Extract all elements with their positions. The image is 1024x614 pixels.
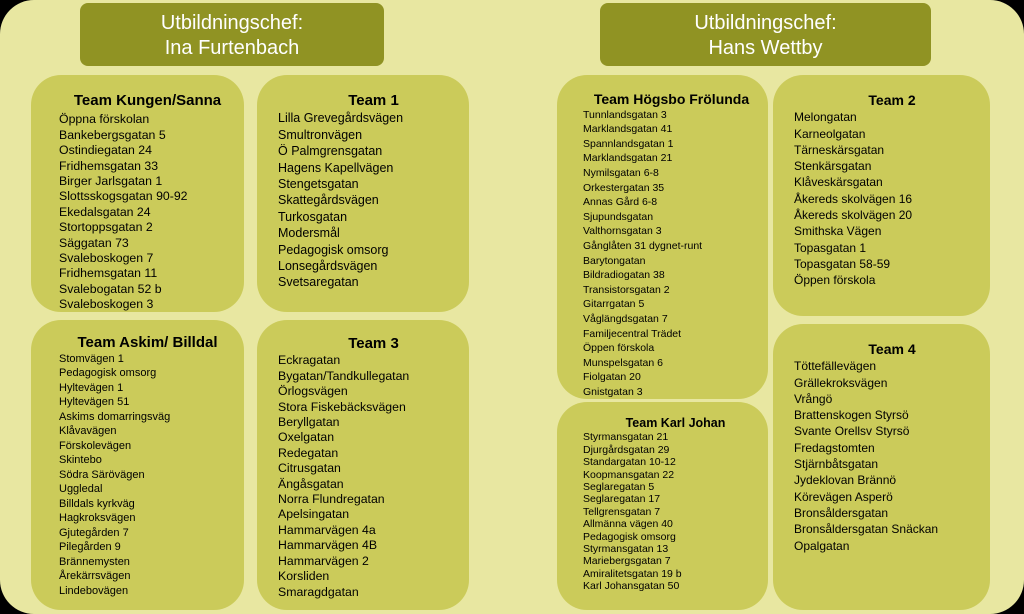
address-item: Gånglåten 31 dygnet-runt <box>583 239 703 252</box>
address-item: Stengetsgatan <box>278 177 359 192</box>
chef-header-left <box>80 3 384 66</box>
address-item: Modersmål <box>278 226 340 241</box>
address-item: Bronsåldersgatan <box>794 505 889 520</box>
address-item: Mariebergsgatan 7 <box>583 555 671 568</box>
team-title: Team Askim/ Billdal <box>77 334 218 351</box>
address-item: Barytongatan <box>583 254 646 267</box>
address-item: Topasgatan 58-59 <box>794 256 891 271</box>
address-item: Eckragatan <box>278 353 341 368</box>
team-title: Team 1 <box>348 92 399 109</box>
team-box <box>257 320 469 610</box>
chef-title: Utbildningschef: <box>694 12 837 34</box>
address-item: Korsliden <box>278 569 330 584</box>
address-item: Seglaregatan 5 <box>583 481 655 494</box>
address-item: Redegatan <box>278 445 339 460</box>
address-item: Stenkärsgatan <box>794 159 872 174</box>
address-list <box>278 110 469 290</box>
address-item: Stortoppsgatan 2 <box>59 220 153 235</box>
address-item: Marklandsgatan 41 <box>583 123 673 136</box>
address-item: Gitarrgatan 5 <box>583 298 645 311</box>
address-item: Pedagogisk omsorg <box>583 530 676 543</box>
address-item: Svante Orellsv Styrsö <box>794 424 910 439</box>
address-item: Munspelsgatan 6 <box>583 356 663 369</box>
address-item: Klåveskärsgatan <box>794 175 883 190</box>
address-item: Fridhemsgatan 33 <box>59 158 159 173</box>
team-box <box>557 75 768 399</box>
address-item: Birger Jarlsgatan 1 <box>59 174 163 189</box>
address-list <box>278 353 469 600</box>
address-item: Ostindiegatan 24 <box>59 143 152 158</box>
address-item: Stjärnbåtsgatan <box>794 457 879 472</box>
address-item: Karl Johansgatan 50 <box>583 580 680 593</box>
address-item: Familjecentral Trädet <box>583 327 682 340</box>
address-item: Ängåsgatan <box>278 476 344 491</box>
team-title: Team 2 <box>868 92 916 108</box>
address-item: Örlogsvägen <box>278 384 348 399</box>
address-item: Vrångö <box>794 391 833 406</box>
address-item: Apelsingatan <box>278 507 350 522</box>
address-item: Fredagstomten <box>794 440 875 455</box>
address-item: Bildradiogatan 38 <box>583 269 665 282</box>
team-box <box>31 320 244 610</box>
address-item: Gnistgatan 3 <box>583 385 643 398</box>
address-item: Billdals kyrkväg <box>59 497 135 510</box>
address-item: Hagens Kapellvägen <box>278 160 394 175</box>
address-item: Våglängdsgatan 7 <box>583 312 668 325</box>
address-item: Tellgrensgatan 7 <box>583 505 661 518</box>
address-item: Skattegårdsvägen <box>278 193 379 208</box>
address-item: Fiolgatan 20 <box>583 371 641 384</box>
address-item: Åkereds skolvägen 20 <box>794 208 913 223</box>
team-box <box>773 75 990 316</box>
address-item: Bankebergsgatan 5 <box>59 127 166 142</box>
team-title: Team Karl Johan <box>625 416 726 430</box>
address-item: Bronsåldersgatan Snäckan <box>794 522 939 537</box>
address-item: Gjutegården 7 <box>59 526 129 539</box>
address-item: Pilegården 9 <box>59 541 121 553</box>
address-item: Södra Särövägen <box>59 468 145 481</box>
address-item: Lonsegårdsvägen <box>278 259 378 274</box>
address-list <box>59 112 244 312</box>
address-item: Slottsskogsgatan 90-92 <box>59 189 188 204</box>
team-box <box>773 324 990 610</box>
address-item: Hammarvägen 4B <box>278 538 378 553</box>
team-title: Team 3 <box>348 335 399 352</box>
address-item: Säggatan 73 <box>59 235 129 250</box>
team-box <box>257 75 469 312</box>
address-item: Svalebogatan 52 b <box>59 281 162 296</box>
address-item: Stora Fiskebäcksvägen <box>278 399 406 414</box>
team-title: Team Kungen/Sanna <box>73 92 222 109</box>
address-item: Öppen förskola <box>794 273 876 288</box>
address-item: Lilla Grevegårdsvägen <box>278 111 404 126</box>
address-item: Skintebo <box>59 454 102 466</box>
address-item: Svaleboskogen 7 <box>59 251 154 266</box>
address-item: Karneolgatan <box>794 126 866 141</box>
team-box <box>557 402 768 610</box>
address-item: Djurgårdsgatan 29 <box>583 443 670 456</box>
address-item: Hyltevägen 1 <box>59 381 124 394</box>
address-item: Hagkroksvägen <box>59 512 136 524</box>
address-item: Ö Palmgrensgatan <box>278 144 383 159</box>
address-item: Orkestergatan 35 <box>583 181 665 194</box>
address-item: Uggledal <box>59 483 103 495</box>
address-item: Svaleboskogen 3 <box>59 297 154 312</box>
address-item: Spannlandsgatan 1 <box>583 137 674 150</box>
address-item: Styrmansgatan 13 <box>583 543 669 556</box>
chef-name: Ina Furtenbach <box>164 37 300 59</box>
address-list <box>583 108 768 400</box>
address-item: Förskolevägen <box>59 439 132 452</box>
address-list <box>59 352 244 599</box>
address-item: Smithska Vägen <box>794 224 882 239</box>
address-item: Standargatan 10-12 <box>583 456 676 469</box>
address-item: Årekärrsvägen <box>59 570 131 582</box>
address-list <box>794 109 990 288</box>
address-item: Fridhemsgatan 11 <box>59 266 158 281</box>
address-item: Lindebovägen <box>59 584 129 597</box>
address-item: Annas Gård 6-8 <box>583 196 658 209</box>
address-item: Marklandsgatan 21 <box>583 152 673 165</box>
address-item: Amiralitetsgatan 19 b <box>583 567 682 580</box>
chef-title: Utbildningschef: <box>160 12 304 34</box>
team-box <box>31 75 244 312</box>
team-title: Team Högsbo Frölunda <box>593 91 750 107</box>
address-item: Pedagogisk omsorg <box>59 367 157 379</box>
address-item: Allmänna vägen 40 <box>583 518 673 531</box>
chef-header-right <box>600 3 931 66</box>
address-item: Smultronvägen <box>278 127 363 142</box>
address-item: Hammarvägen 4a <box>278 522 376 537</box>
address-item: Tärneskärsgatan <box>794 142 885 157</box>
address-item: Tunnlandsgatan 3 <box>583 108 667 121</box>
address-item: Hammarvägen 2 <box>278 553 369 568</box>
address-item: Brännemysten <box>59 555 130 568</box>
address-item: Norra Flundregatan <box>278 492 385 507</box>
address-item: Öppna förskolan <box>59 112 150 127</box>
address-item: Ekedalsgatan 24 <box>59 204 151 219</box>
address-item: Nymilsgatan 6-8 <box>583 166 659 179</box>
address-item: Transistorsgatan 2 <box>583 283 670 296</box>
address-item: Askims domarringsväg <box>59 410 171 423</box>
address-item: Jydeklovan Brännö <box>794 473 897 488</box>
address-item: Smaragdgatan <box>278 584 359 599</box>
address-item: Beryllgatan <box>278 415 340 430</box>
address-item: Brattenskogen Styrsö <box>794 408 909 423</box>
address-item: Grällekroksvägen <box>794 375 888 390</box>
address-list <box>583 431 768 592</box>
address-item: Åkereds skolvägen 16 <box>794 191 913 206</box>
address-item: Oxelgatan <box>278 430 335 445</box>
address-item: Opalgatan <box>794 538 850 553</box>
address-item: Turkosgatan <box>278 209 348 224</box>
address-item: Citrusgatan <box>278 461 341 476</box>
address-item: Koopmansgatan 22 <box>583 468 675 481</box>
address-item: Melongatan <box>794 110 857 125</box>
address-item: Sjupundsgatan <box>583 210 654 223</box>
address-item: Valthornsgatan 3 <box>583 225 662 238</box>
address-item: Seglaregatan 17 <box>583 493 661 506</box>
address-item: Töttefällevägen <box>794 359 877 374</box>
address-item: Körevägen Asperö <box>794 489 893 504</box>
address-item: Hyltevägen 51 <box>59 396 130 408</box>
team-title: Team 4 <box>868 341 916 357</box>
address-list <box>794 358 990 554</box>
address-item: Pedagogisk omsorg <box>278 242 389 257</box>
address-item: Topasgatan 1 <box>794 240 867 255</box>
address-item: Styrmansgatan 21 <box>583 431 669 444</box>
address-item: Svetsaregatan <box>278 275 359 290</box>
address-item: Klåvavägen <box>59 425 117 437</box>
address-item: Bygatan/Tandkullegatan <box>278 368 410 383</box>
chef-name: Hans Wettby <box>708 37 823 59</box>
address-item: Öppen förskola <box>583 342 655 355</box>
address-item: Stomvägen 1 <box>59 352 124 365</box>
